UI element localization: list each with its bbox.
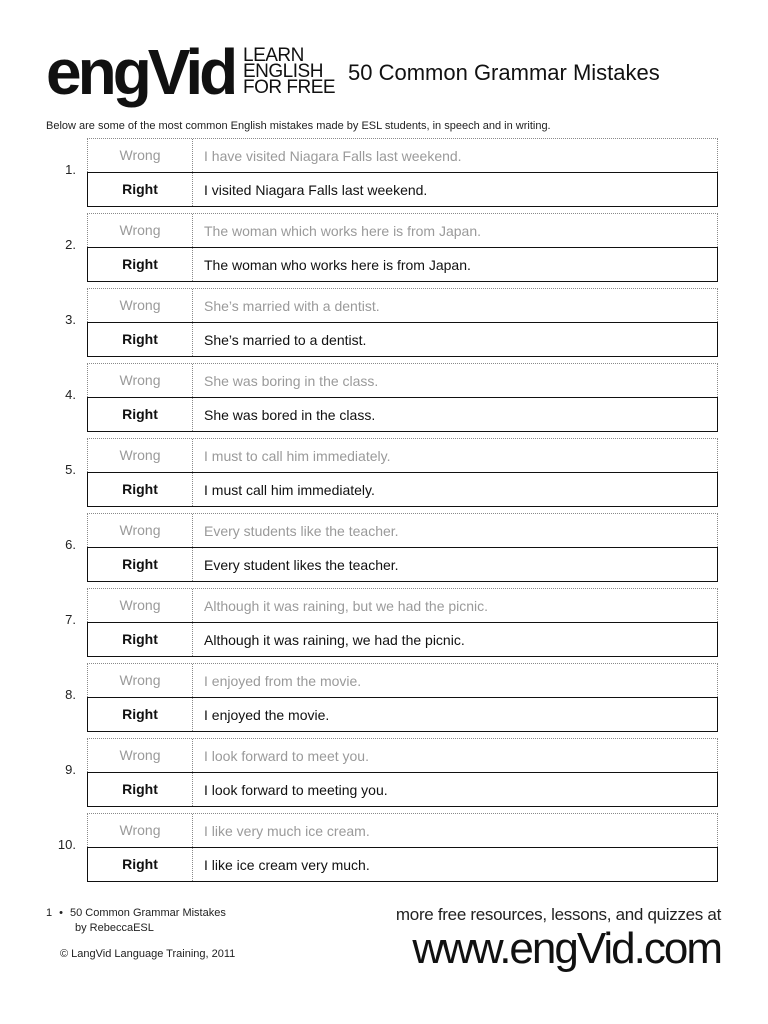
wrong-label: Wrong <box>88 589 193 622</box>
footer-doc-title: 50 Common Grammar Mistakes <box>69 907 226 919</box>
mistake-item <box>46 738 718 813</box>
item-rows <box>87 588 718 657</box>
wrong-sentence: I look forward to meet you. <box>204 747 369 764</box>
wrong-sentence: She was boring in the class. <box>204 372 379 389</box>
wrong-label: Wrong <box>88 364 193 397</box>
item-rows <box>87 213 718 282</box>
wrong-label: Wrong <box>88 214 193 247</box>
right-sentence: I enjoyed the movie. <box>204 706 330 723</box>
right-row <box>87 622 718 657</box>
mistake-item <box>46 588 718 663</box>
wrong-sentence: Every students like the teacher. <box>204 522 399 539</box>
right-sentence: The woman who works here is from Japan. <box>204 256 471 273</box>
item-number: 2. <box>65 237 76 252</box>
right-row <box>87 472 718 507</box>
mistake-item <box>46 438 718 513</box>
wrong-row <box>87 663 718 697</box>
mistake-item <box>46 288 718 363</box>
wrong-row <box>87 438 718 472</box>
item-rows <box>87 363 718 432</box>
footer-info <box>46 906 235 962</box>
wrong-sentence: I enjoyed from the movie. <box>204 672 362 689</box>
wrong-label: Wrong <box>88 664 193 697</box>
right-label: Right <box>88 473 193 506</box>
wrong-row <box>87 738 718 772</box>
right-label: Right <box>88 623 193 656</box>
mistake-item <box>46 663 718 738</box>
footer-author: by RebeccaESL <box>75 922 154 934</box>
item-number: 7. <box>65 612 76 627</box>
right-row <box>87 772 718 807</box>
wrong-row <box>87 813 718 847</box>
footer-copyright: © LangVid Language Training, 2011 <box>60 948 236 960</box>
item-number: 3. <box>65 312 76 327</box>
right-row <box>87 322 718 357</box>
page-title: 50 Common Grammar Mistakes <box>348 60 660 85</box>
item-rows <box>87 438 718 507</box>
item-rows <box>87 738 718 807</box>
intro-text: Below are some of the most common English mistakes made by ESL students, in speech and in writing. <box>46 120 551 132</box>
item-number: 5. <box>65 462 76 477</box>
mistake-item <box>46 138 718 213</box>
right-label: Right <box>88 173 193 206</box>
right-row <box>87 247 718 282</box>
page-number: 1 <box>46 907 53 919</box>
right-sentence: I like ice cream very much. <box>204 856 370 873</box>
item-number: 8. <box>65 687 76 702</box>
wrong-sentence: I have visited Niagara Falls last weekend. <box>204 147 462 164</box>
right-row <box>87 172 718 207</box>
right-sentence: I visited Niagara Falls last weekend. <box>204 181 428 198</box>
promo-text: more free resources, lessons, and quizzes at <box>395 905 721 924</box>
wrong-row <box>87 588 718 622</box>
item-number: 1. <box>65 162 76 177</box>
mistake-item <box>46 363 718 438</box>
item-rows <box>87 663 718 732</box>
header <box>46 36 726 108</box>
right-label: Right <box>88 323 193 356</box>
website-url[interactable]: www.engVid.com <box>412 924 721 973</box>
wrong-sentence: I like very much ice cream. <box>204 822 370 839</box>
wrong-sentence: Although it was raining, but we had the picnic. <box>204 597 489 614</box>
logo-tag-line-2: ENGLISH <box>243 61 323 82</box>
right-row <box>87 847 718 882</box>
wrong-label: Wrong <box>88 514 193 547</box>
wrong-sentence: She’s married with a dentist. <box>204 297 380 314</box>
item-number: 9. <box>65 762 76 777</box>
wrong-label: Wrong <box>88 289 193 322</box>
wrong-row <box>87 138 718 172</box>
right-sentence: Although it was raining, we had the picnic. <box>204 631 465 648</box>
item-number: 6. <box>65 537 76 552</box>
engvid-logo: engVid <box>46 36 235 108</box>
wrong-row <box>87 213 718 247</box>
right-label: Right <box>88 848 193 881</box>
item-number: 4. <box>65 387 76 402</box>
right-sentence: I look forward to meeting you. <box>204 781 388 798</box>
right-sentence: Every student likes the teacher. <box>204 556 399 573</box>
right-sentence: She’s married to a dentist. <box>204 331 367 348</box>
logo-tag-line-1: LEARN <box>243 45 304 66</box>
item-number: 10. <box>57 837 76 852</box>
wrong-label: Wrong <box>88 739 193 772</box>
right-row <box>87 697 718 732</box>
wrong-label: Wrong <box>88 814 193 847</box>
bullet-icon: • <box>59 907 63 919</box>
right-label: Right <box>88 548 193 581</box>
wrong-row <box>87 288 718 322</box>
right-row <box>87 397 718 432</box>
right-label: Right <box>88 773 193 806</box>
wrong-row <box>87 513 718 547</box>
item-rows <box>87 288 718 357</box>
item-rows <box>87 813 718 882</box>
right-label: Right <box>88 398 193 431</box>
wrong-sentence: I must to call him immediately. <box>204 447 391 464</box>
right-label: Right <box>88 248 193 281</box>
right-label: Right <box>88 698 193 731</box>
footer-promo <box>396 905 721 971</box>
wrong-sentence: The woman which works here is from Japan. <box>204 222 481 239</box>
logo-tagline <box>243 45 336 98</box>
mistakes-list <box>46 138 718 888</box>
mistake-item <box>46 813 718 888</box>
wrong-row <box>87 363 718 397</box>
wrong-label: Wrong <box>88 439 193 472</box>
logo-tag-line-3: FOR FREE <box>243 77 336 98</box>
item-rows <box>87 513 718 582</box>
item-rows <box>87 138 718 207</box>
right-sentence: She was bored in the class. <box>204 406 376 423</box>
mistake-item <box>46 513 718 588</box>
right-row <box>87 547 718 582</box>
wrong-label: Wrong <box>88 139 193 172</box>
right-sentence: I must call him immediately. <box>204 481 375 498</box>
mistake-item <box>46 213 718 288</box>
